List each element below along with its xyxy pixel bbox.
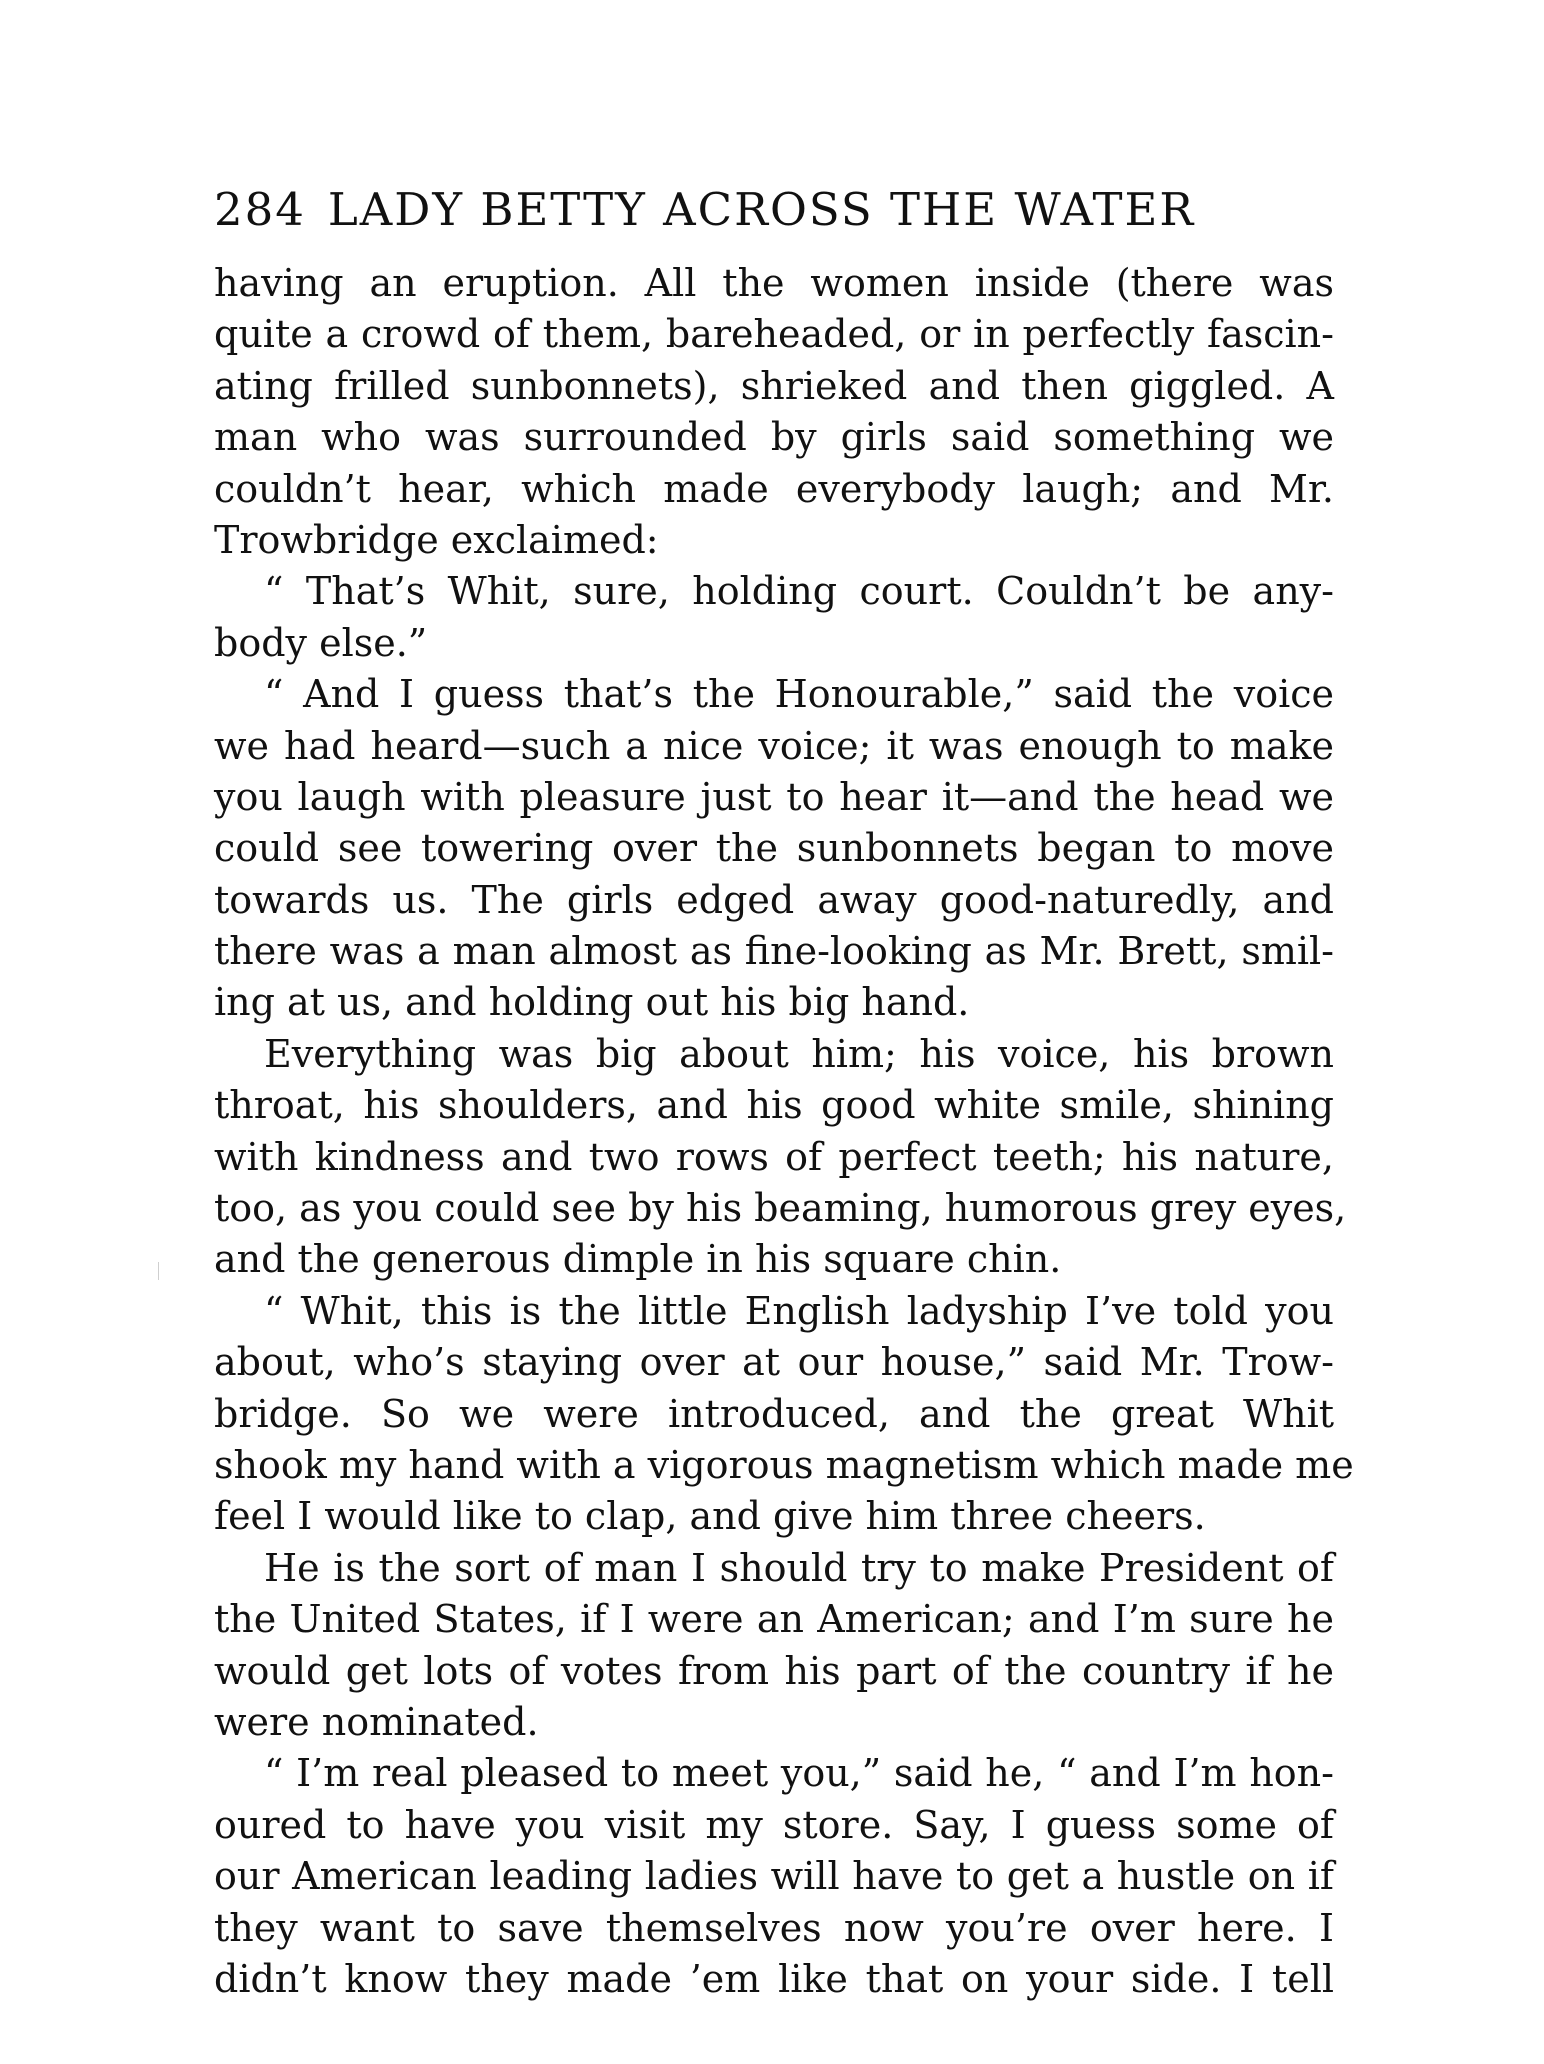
text-line: with kindness and two rows of perfect teeth; his nature, [214, 1134, 1334, 1179]
text-line: feel I would like to clap, and give him three cheers. [214, 1494, 1206, 1539]
text-line: too, as you could see by his beaming, humorous grey eyes, [214, 1186, 1347, 1231]
text-line: oured to have you visit my store. Say, I guess some of [214, 1802, 1334, 1847]
text-line: about, who’s staying over at our house,” said Mr. Trow- [214, 1340, 1334, 1385]
margin-mark [158, 1262, 159, 1280]
body-text [214, 258, 1354, 2005]
text-line: Everything was big about him; his voice, his brown [264, 1031, 1334, 1076]
text-line: having an eruption. All the women inside (there was [214, 261, 1334, 305]
text-line: would get lots of votes from his part of the country if he [214, 1648, 1334, 1693]
text-line: “ Whit, this is the little English ladyship I’ve told you [264, 1288, 1334, 1333]
text-line: shook my hand with a vigorous magnetism which made me [214, 1442, 1354, 1487]
text-line: you laugh with pleasure just to hear it—and the head we [214, 774, 1334, 819]
text-line: were nominated. [214, 1699, 539, 1744]
text-line: bridge. So we were introduced, and the great Whit [214, 1391, 1334, 1436]
text-line: could see towering over the sunbonnets began to move [214, 826, 1334, 871]
running-title: LADY BETTY ACROSS THE WATER [327, 183, 1196, 236]
text-line: “ I’m real pleased to meet you,” said he, “ and I’m hon- [264, 1751, 1334, 1796]
text-line: and the generous dimple in his square chin. [214, 1237, 1062, 1282]
text-line: man who was surrounded by girls said something we [214, 415, 1334, 460]
text-line: ating frilled sunbonnets), shrieked and then giggled. A [214, 363, 1334, 408]
text-line: didn’t know they made ’em like that on your side. I tell [214, 1956, 1334, 2001]
text-line: our American leading ladies will have to get a hustle on if [214, 1854, 1334, 1899]
text-line: body else.” [214, 620, 428, 665]
running-header [214, 182, 1334, 238]
text-line: quite a crowd of them, bareheaded, or in perfectly fascin- [214, 312, 1334, 357]
text-line: towards us. The girls edged away good-naturedly, and [214, 877, 1334, 922]
page-number: 284 [214, 183, 306, 236]
text-line: they want to save themselves now you’re over here. I [214, 1905, 1334, 1950]
text-line: ing at us, and holding out his big hand. [214, 980, 970, 1025]
text-line: Trowbridge exclaimed: [214, 517, 659, 562]
text-line: we had heard—such a nice voice; it was enough to make [214, 723, 1334, 768]
text-line: throat, his shoulders, and his good white smile, shining [214, 1083, 1334, 1128]
text-line: “ And I guess that’s the Honourable,” said the voice [264, 672, 1334, 717]
text-line: the United States, if I were an American; and I’m sure he [214, 1597, 1334, 1642]
text-line: couldn’t hear, which made everybody laugh; and Mr. [214, 466, 1334, 511]
text-line: He is the sort of man I should try to make President of [264, 1545, 1334, 1590]
text-line: there was a man almost as fine-looking as Mr. Brett, smil- [214, 929, 1334, 974]
text-line: “ That’s Whit, sure, holding court. Couldn’t be any- [264, 569, 1334, 614]
